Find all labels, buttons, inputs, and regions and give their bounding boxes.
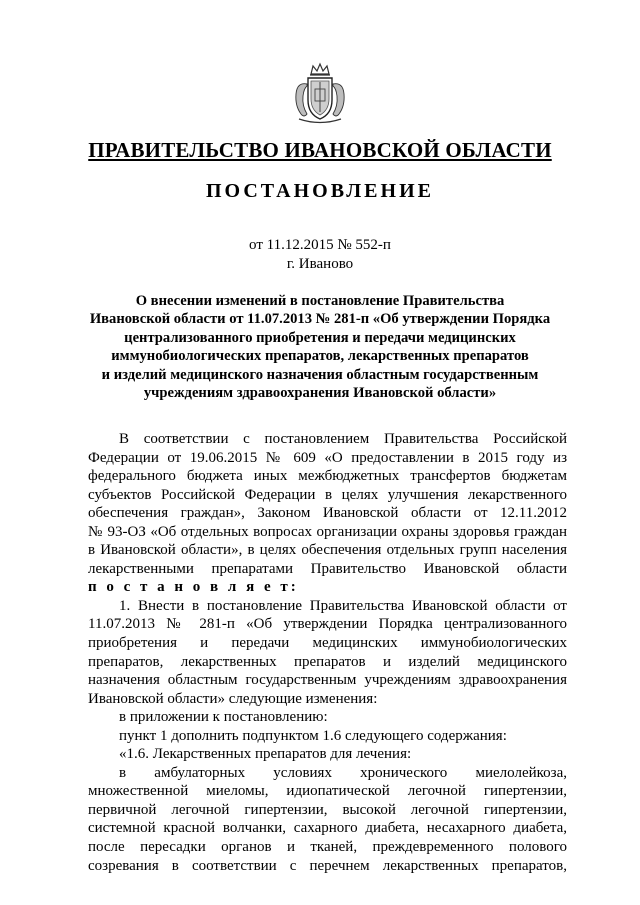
body-line: в амбулаторных условиях хронического миелолейкоза, (119, 764, 567, 781)
body-line: Ивановской области» следующие изменения: (88, 690, 378, 707)
body-line: 1. Внести в постановление Правительства Ивановской области от (119, 597, 567, 614)
body-line: после пересадки органов и тканей, преждевременного полового (88, 839, 567, 856)
body-line: 11.07.2013 № 281-п «Об утверждении Порядка централизованного (88, 616, 567, 633)
body-line: назначения областным государственным учреждениям здравоохранения (88, 672, 567, 689)
body-line: обеспечения граждан», Законом Ивановской области от 12.11.2012 (88, 505, 567, 522)
body-line: федерального бюджета иных межбюджетных трансфертов бюджетам (88, 468, 567, 485)
body-line: «1.6. Лекарственных препаратов для лечения: (119, 746, 412, 763)
body-line: пункт 1 дополнить подпунктом 1.6 следующего содержания: (119, 727, 507, 744)
body-line: первичной легочной гипертензии, высокой легочной гипертензии, (88, 801, 567, 818)
document-type: ПОСТАНОВЛЕНИЕ (206, 180, 434, 202)
body-line: № 93-ОЗ «Об отдельных вопросах организации охраны здоровья граждан (88, 523, 567, 540)
body-line: препаратов, лекарственных препаратов и изделий медицинского (88, 653, 567, 670)
body-line: в приложении к постановлению: (119, 709, 328, 726)
body-line: субъектов Российской Федерации в целях улучшения лекарственного (88, 486, 567, 503)
organization-name: ПРАВИТЕЛЬСТВО ИВАНОВСКОЙ ОБЛАСТИ (88, 138, 552, 162)
document-title (70, 292, 570, 402)
body-line: в Ивановской области», в целях обеспечения отдельных групп населения (88, 542, 567, 559)
document-city: г. Иваново (286, 256, 354, 272)
body-line: В соответствии с постановлением Правительства Российской (119, 431, 567, 447)
body-line: множественной миеломы, идиопатической легочной гипертензии, (88, 783, 567, 800)
body-line: лекарственными препаратами Правительство Ивановской области (88, 560, 567, 577)
body-line: созревания в соответствии с перечнем лекарственных препаратов, (88, 857, 567, 874)
title-line: О внесении изменений в постановление Правительства (135, 293, 505, 309)
body-line: Федерации от 19.06.2015 № 609 «О предоставлении в 2015 году из (88, 449, 567, 466)
title-line: централизованного приобретения и передачи медицинских (124, 329, 516, 346)
title-line: учреждениям здравоохранения Ивановской области» (143, 385, 497, 402)
title-line: и изделий медицинского назначения областным государственным (101, 366, 539, 383)
body-line: системной красной волчанки, сахарного диабета, несахарного диабета, (88, 820, 567, 837)
title-line: иммунобиологических препаратов, лекарственных препаратов (111, 348, 529, 365)
document-date-number: от 11.12.2015 № 552-п (249, 237, 391, 253)
document-body (88, 430, 567, 875)
coat-of-arms-icon (291, 62, 349, 126)
body-line: приобретения и передачи медицинских иммунобиологических (88, 635, 567, 652)
title-line: Ивановской области от 11.07.2013 № 281-п «Об утверждении Порядка (89, 311, 551, 328)
resolves-word: п о с т а н о в л я е т: (88, 579, 299, 596)
